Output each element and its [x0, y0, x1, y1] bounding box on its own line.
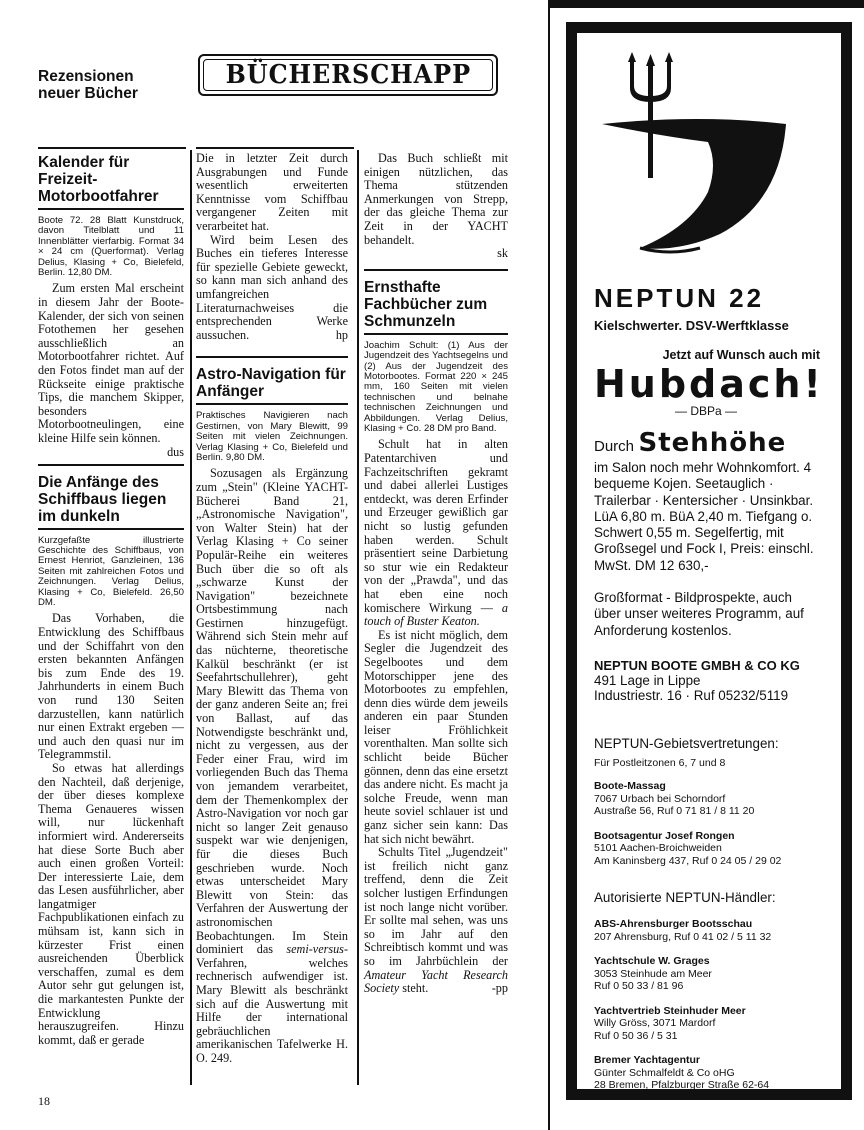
column-1 — [38, 154, 184, 1047]
paragraph — [364, 247, 508, 261]
biblio-astro: Praktisches Navigieren nach Gestirnen, von Mary Blewitt, 99 Seiten mit vielen Zeichnungen. Verlag Klasing + Co, Bielefeld und Berlin. 9,80 DM. — [196, 410, 348, 463]
ad-company-addr1: 491 Lage in Lippe — [594, 673, 701, 688]
dealer-name: Yachtvertrieb Steinhuder Meer — [594, 1004, 746, 1017]
dealer-name: Yachtschule W. Grages — [594, 955, 710, 967]
neptune-trident-logo — [600, 52, 810, 262]
dealer-name: Boote-Massag — [594, 780, 666, 792]
ad-stehhoehe: Stehhöhe — [638, 428, 787, 458]
signature: hp — [335, 327, 348, 342]
paragraph: Schults Titel „Jugendzeit" ist freilich nicht ganz treffend, denn die Zeit solcher lustigen Erfindungen ist noch lange nicht vorüber. Er sollte mal sehen, was uns so im Jahr auf den Schreibtisch kommt und was so im Jahrbüchlein der Amateur Yacht Research Society steht. -pp — [364, 845, 508, 996]
ad-dealer-block-b — [594, 918, 771, 1092]
ad-prospekt: Großformat - Bildprospekte, auch über unser weiteres Programm, auf Anforderung kostenlos. — [594, 590, 804, 638]
ad-haendler-title: Autorisierte NEPTUN-Händler: — [594, 890, 776, 905]
dealer-name: Bremer Yachtagentur — [594, 1054, 701, 1066]
biblio-kalender: Boote 72. 28 Blatt Kunstdruck, davon Titelblatt und 11 Innenblätter vierfarbig. Format 34 × 24 cm (Querformat). Verlag Delius, Klasing + Co, Bielefeld, Berlin. 12,80 DM. — [38, 215, 184, 279]
article-title-astro: Astro-Navigation für Anfänger — [196, 366, 348, 405]
dealer-line: 3053 Steinhude am Meer — [594, 967, 712, 980]
paragraph: Sozusagen als Ergänzung zum „Stein" (Kleine YACHT-Bücherei Band 21, „Astronomische Navigation", von Walter Stein) hat der Verlag Klasing + Co seiner Populär-Reihe ein weiteres Buch über die so oft als „schwarze Kunst der Navigation" bezeichnete Ortsbestimmung nach Gestirnen hinzugefügt. Während sich Stein mehr auf das nüchterne, theoretische Kalkül beschränkt (er ist Seefahrtschullehrer), geht Mary Blewitt das Thema von der ganz anderen Seite an; frei von Ballast, auf das Notwendigste beschränkt und, nicht zu vergessen, aus der Feder einer Frau, wird im vorliegenden Buch das Thema von jemandem verarbeitet, dem der Themenkomplex der Astro-Navigation vor noch gar nicht so langer Zeit genauso suspekt war wie denjenigen, für die dieses Buch geschrieben wurde. Noch etwas unterscheidet Mary Blewitt von Stein: das Verfahren der Auswertung der astronomischen Beobachtungen. Im Stein dominiert das semi-versus-Verfahren, welches rechnerisch aufwendiger ist. Mary Blewitt als beschränkt sich auf die Auswertung mit Hilfe der international gebräuchlichen amerikanischen Tafelwerke H. O. 249. — [196, 466, 348, 1065]
ad-company: NEPTUN BOOTE GMBH & CO KG — [594, 658, 800, 673]
header-rule-left — [38, 147, 186, 149]
column-3 — [364, 152, 508, 996]
ad-durch: Durch — [594, 438, 635, 455]
header-rule-mid — [196, 147, 354, 149]
ad-gebiet-title: NEPTUN-Gebietsvertretungen: — [594, 736, 779, 751]
dealer-line: 28 Bremen, Pfalzburger Straße 62-64 — [594, 1079, 770, 1091]
signature: sk — [497, 246, 508, 261]
ad-dealer-block-a — [594, 780, 781, 867]
article-title-kalender: Kalender für Freizeit-Motorbootfahrer — [38, 154, 184, 210]
ad-gebiet-sub: Für Postleitzonen 6, 7 und 8 — [594, 757, 726, 769]
dealer-name: ABS-Ahrensburger Bootsschau — [594, 918, 753, 930]
dealer-line: 5101 Aachen-Broichweiden — [594, 842, 722, 854]
paragraph: Das Buch schließt mit einigen nützlichen, das Thema stützenden Anmerkungen von Strepp, der das gleiche Thema zur Zeit in der YACHT behandelt. — [364, 151, 508, 247]
trident-tip-left — [628, 52, 636, 62]
column-rule-1 — [190, 150, 192, 1085]
column-rule-2 — [357, 150, 359, 1085]
dealer-line: Ruf 0 50 33 / 81 96 — [594, 980, 684, 992]
ad-durch-stehhoehe — [594, 428, 786, 458]
ad-subline: Kielschwerter. DSV-Werftklasse — [594, 318, 789, 333]
biblio-schiffbau: Kurzgefaßte illustrierte Geschichte des Schiffbaus, von Ernest Henriot, Ganzleinen, 136 Seiten mit zahlreichen Fotos und Zeichnungen. Verlag Delius, Klasing + Co, Bielefeld. 26,50 DM. — [38, 534, 184, 608]
paragraph: Das Vorhaben, die Entwicklung des Schiffbaus und der Schiffahrt von den ersten bekannten Anfängen bis zum Ende des 19. Jahrhunderts in einem Buch von rund 130 Seiten darzustellen, kann natürlich nur einen Extrakt ergeben — und auch den quasi nur im Telegrammstil. — [38, 611, 184, 762]
hull-crescent — [602, 119, 786, 249]
article-divider — [196, 356, 348, 405]
dealer-line: 207 Ahrensburg, Ruf 0 41 02 / 5 11 32 — [594, 930, 772, 943]
gutter-rule — [548, 0, 550, 1130]
paragraph: Zum ersten Mal erscheint in diesem Jahr der Boote-Kalender, der sich von seinen Fotothemen her gesehen ausschließlich an Motorbootfahrer richtet. Auf den Fotos findet man auf der Rückseite einige praktische Tips, die manchem Skipper, besonders Motorbootneulingen, eine kleine Hilfe sein können. dus — [38, 281, 184, 459]
trident-tip-mid — [646, 54, 655, 66]
ad-dbpa: — DBPa — — [674, 404, 737, 418]
dealer-name: Bootsagentur Josef Rongen — [594, 829, 735, 842]
dealer-line: Willy Gröss, 3071 Mardorf — [594, 1017, 716, 1029]
dealer-line: Ruf 0 50 36 / 5 31 — [594, 1029, 678, 1042]
ad-brand-model: NEPTUN 22 — [594, 283, 765, 313]
signature: -pp — [491, 981, 508, 996]
article-title-schiffbau: Die Anfänge des Schiffbaus liegen im dunkeln — [38, 474, 184, 530]
paragraph: Es ist nicht möglich, dem Segler die Jugendzeit des Segelbootes und dem Motorschipper jene des Motorbootes zu empfehlen, denn dies würde dem jeweils anderen ein paar Stunden leiser Fröhlichkeit vorenthalten. Man sollte sich schlicht beide Bücher gönnen, denn das eine ersetzt das andere nicht. Es macht ja solche Freude, wenn man heute soviel schlauer ist und ganz sicher sein kann: Das hat sich nicht bewährt. — [364, 627, 508, 846]
paragraph: Wird beim Lesen des Buches ein tieferes Interesse für spezielle Gebiete geweckt, so kann man sich anhand des umfangreichen Literaturnachweises die entsprechenden Werke aussuchen. hp — [196, 232, 348, 342]
paragraph: So etwas hat allerdings den Nachteil, daß derjenige, der über dieses komplexe Thema Genaueres wissen will, nur lückenhaft informiert wird. Andererseits hat diese Sorte Buch aber auch einen großen Vorteil: Der interessierte Laie, dem das Lesen ausführlicher, aber langatmiger Fachpublikationen einfach zu mühsam ist, kann sich in kürzester Frist einen ausreichenden Überblick verschaffen, zumal es dem Autor sehr gut gelungen ist, die markantesten Punkte der Entwicklung herauszugreifen. Hinzu kommt, daß er gerade — [38, 760, 184, 1047]
paragraph: Schult hat in alten Patentarchiven und Fachzeitschriften gekramt und dabei allerlei Lustiges entdeckt, was deren Erfinder und Erzeuger gewißlich gar nicht so lustig gefunden haben werden. Schult präsentiert seine Darbietung so stur wie ein Redakteur von der „Prawda", und das hat eben eine noch komischere Wirkung — a touch of Buster Keaton. — [364, 437, 509, 629]
article-title-schmunzeln: Ernsthafte Fachbücher zum Schmunzeln — [364, 279, 508, 335]
dealer-line: 7067 Urbach bei Schorndorf — [594, 792, 726, 805]
trident-tip-right — [665, 52, 673, 62]
column-2 — [196, 152, 348, 1065]
right-edge-strip — [548, 0, 864, 8]
article-divider — [364, 269, 508, 335]
dealer-line: Günter Schmalfeldt & Co oHG — [594, 1066, 735, 1079]
dealer-line: Am Kaninsberg 437, Ruf 0 24 05 / 29 02 — [594, 854, 782, 867]
article-divider — [38, 464, 184, 530]
section-title: Rezensionen neuer Bücher — [38, 68, 138, 102]
logo-text: BÜCHERSCHAPP — [225, 60, 471, 90]
page-number: 18 — [38, 1094, 50, 1108]
ad-features: im Salon noch mehr Wohnkomfort. 4 bequeme Kojen. Seetauglich · Trailerbar · Kentersicher · Unsinkbar. LüA 6,80 m. BüA 2,40 m. Tiefgang o. Schwert 0,55 m. Segelfertig, mit Großsegel und Fock I, Preis: einschl. MwSt. DM 12 630,- — [594, 460, 814, 573]
ad-company-addr2: Industriestr. 16 · Ruf 05232/5119 — [594, 688, 789, 703]
ad-hubdach: Hubdach! — [594, 362, 824, 406]
hull-wave — [640, 248, 700, 252]
buecherschapp-logo — [198, 54, 498, 96]
paragraph: Die in letzter Zeit durch Ausgrabungen und Funde wesentlich erweiterten Kenntnisse vom Schiffbau vergangener Zeiten mit verarbeitet hat. — [196, 151, 348, 233]
biblio-schmunzeln: Joachim Schult: (1) Aus der Jugendzeit des Yachtsegelns und (2) Aus der Jugendzeit des Motorbootes. Format 220 × 245 mm, 160 Seiten mit vielen technischen und belnahe technischen Zeichnungen und Abbildungen. Verlag Delius, Klasing + Co. 28 DM pro Band. — [364, 339, 508, 434]
dealer-line: Austraße 56, Ruf 0 71 81 / 8 11 20 — [594, 805, 755, 817]
ad-wish-line: Jetzt auf Wunsch auch mit — [662, 348, 820, 362]
signature: dus — [167, 444, 184, 459]
